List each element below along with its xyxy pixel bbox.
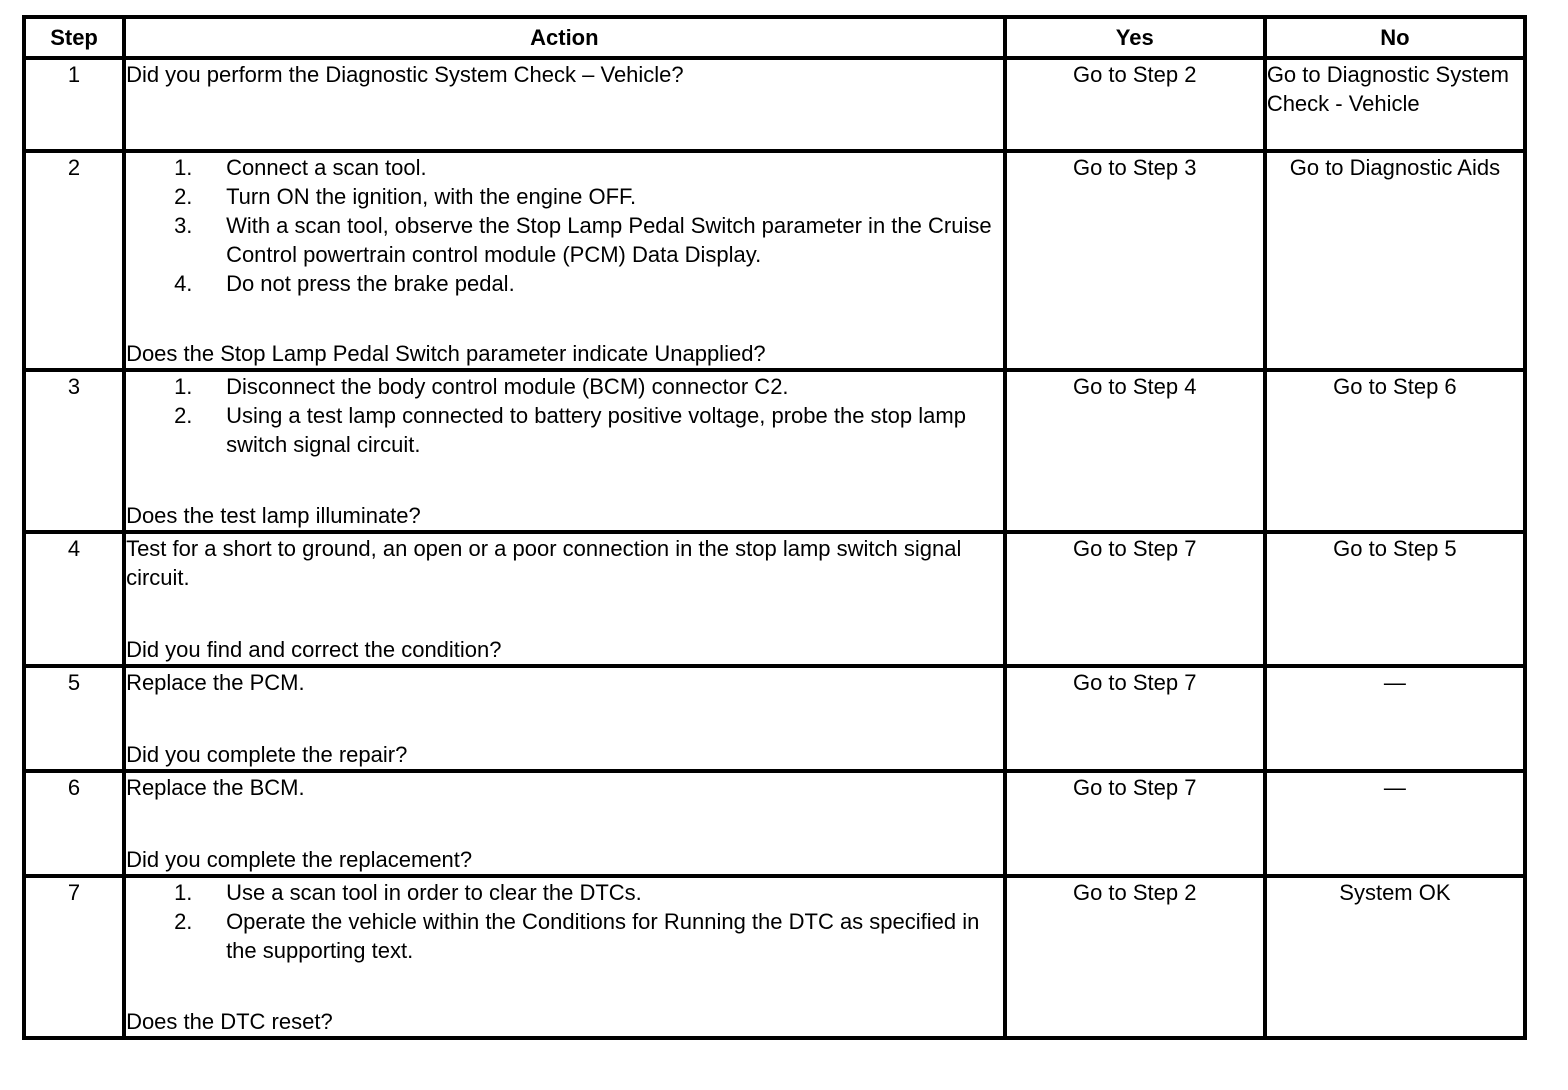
action-steps [126,372,1003,459]
list-item [126,907,1003,965]
action-cell [124,532,1005,666]
table-row [24,532,1525,666]
table-row [24,151,1525,370]
no-cell: — [1265,666,1525,771]
action-question: Does the DTC reset? [126,1009,333,1034]
list-item-text: With a scan tool, observe the Stop Lamp Pedal Switch parameter in the Cruise Control powertrain control module (PCM) Data Display. [226,213,992,267]
list-item-text: Connect a scan tool. [226,155,427,180]
list-item-number: 1. [174,880,193,905]
header-row [24,17,1525,58]
action-cell [124,151,1005,370]
list-item-number: 4. [174,271,193,296]
action-cell [124,876,1005,1038]
no-cell: Go to Diagnostic Aids [1265,151,1525,370]
list-item-number: 1. [174,374,193,399]
action-steps [126,153,1003,298]
yes-cell: Go to Step 2 [1005,876,1265,1038]
action-intro: Replace the PCM. [126,670,305,695]
yes-cell: Go to Step 4 [1005,370,1265,532]
list-item [126,878,1003,907]
list-item [126,401,1003,459]
table-row [24,876,1525,1038]
step-number: 6 [24,771,124,876]
list-item [126,211,1003,269]
list-item-number: 1. [174,155,193,180]
action-question: Does the test lamp illuminate? [126,503,421,528]
no-cell: Go to Step 5 [1265,532,1525,666]
list-item [126,372,1003,401]
step-number: 1 [24,58,124,151]
action-question: Did you complete the replacement? [126,847,473,872]
list-item [126,153,1003,182]
no-cell: System OK [1265,876,1525,1038]
diagnostic-table [22,15,1527,1040]
action-intro: Replace the BCM. [126,775,305,800]
list-item-number: 2. [174,909,193,934]
step-number: 3 [24,370,124,532]
list-item-text: Turn ON the ignition, with the engine OFF. [226,184,637,209]
step-number: 5 [24,666,124,771]
header-no: No [1265,17,1525,58]
action-question: Did you complete the repair? [126,742,408,767]
action-cell [124,370,1005,532]
list-item [126,182,1003,211]
header-step: Step [24,17,124,58]
table-row [24,370,1525,532]
action-cell [124,666,1005,771]
no-cell: Go to Diagnostic System Check - Vehicle [1265,58,1525,151]
list-item-number: 3. [174,213,193,238]
yes-cell: Go to Step 7 [1005,771,1265,876]
action-intro: Test for a short to ground, an open or a poor connection in the stop lamp switch signal circuit. [126,536,962,590]
action-steps [126,878,1003,965]
list-item-text: Disconnect the body control module (BCM) connector C2. [226,374,789,399]
list-item [126,269,1003,298]
action-cell [124,771,1005,876]
header-action: Action [124,17,1005,58]
list-item-text: Operate the vehicle within the Conditions for Running the DTC as specified in the supporting text. [226,909,980,963]
table-row [24,666,1525,771]
list-item-text: Do not press the brake pedal. [226,271,515,296]
action-question: Does the Stop Lamp Pedal Switch parameter indicate Unapplied? [126,341,766,366]
table-row [24,771,1525,876]
list-item-number: 2. [174,184,193,209]
no-cell: — [1265,771,1525,876]
no-cell: Go to Step 6 [1265,370,1525,532]
yes-cell: Go to Step 7 [1005,532,1265,666]
yes-cell: Go to Step 3 [1005,151,1265,370]
header-yes: Yes [1005,17,1265,58]
step-number: 7 [24,876,124,1038]
list-item-text: Using a test lamp connected to battery positive voltage, probe the stop lamp switch signal circuit. [226,403,966,457]
yes-cell: Go to Step 7 [1005,666,1265,771]
action-cell [124,58,1005,151]
step-number: 2 [24,151,124,370]
list-item-number: 2. [174,403,193,428]
step-number: 4 [24,532,124,666]
list-item-text: Use a scan tool in order to clear the DTCs. [226,880,642,905]
yes-cell: Go to Step 2 [1005,58,1265,151]
action-intro: Did you perform the Diagnostic System Check – Vehicle? [126,62,684,87]
action-question: Did you find and correct the condition? [126,637,502,662]
table-row [24,58,1525,151]
